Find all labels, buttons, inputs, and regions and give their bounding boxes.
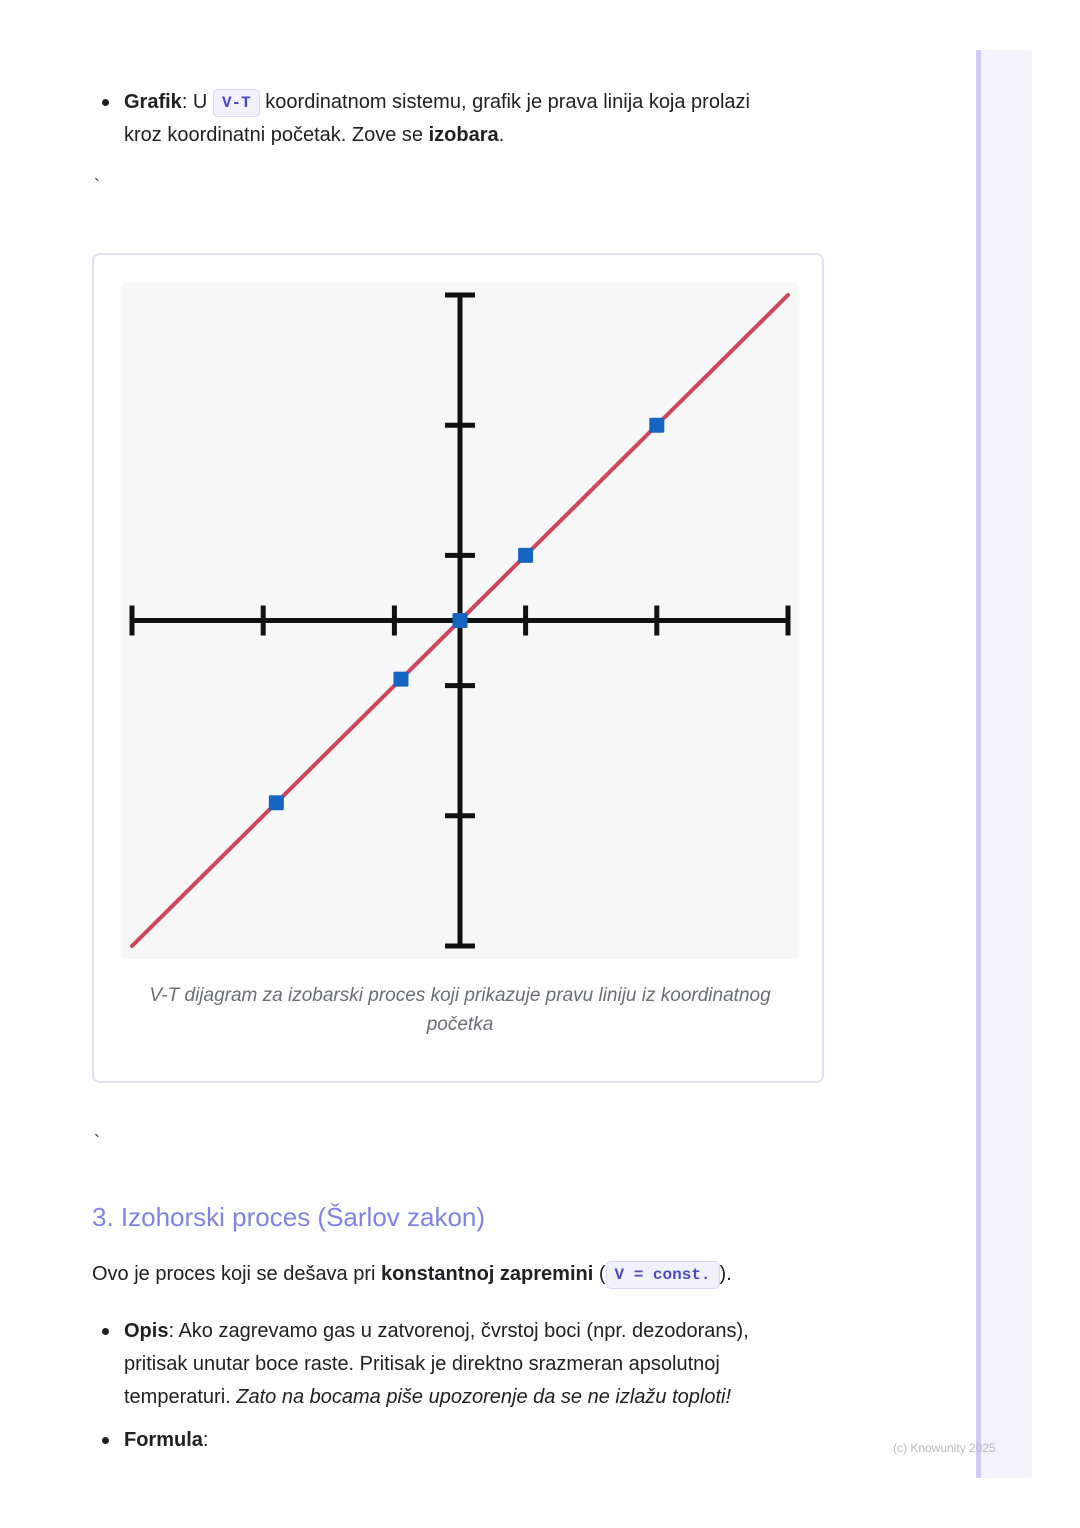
term-formula: Formula [124,1429,203,1451]
backtick-separator-2: ` [94,1132,100,1152]
bullet-dot [102,99,109,106]
inline-code-vconst: V = const. [606,1261,720,1289]
bullet-list-top [92,86,828,152]
figure-caption [114,981,806,1039]
list-item-formula [92,1424,828,1457]
caption-line2: početka [426,1014,494,1035]
text-before-code: : U [181,91,213,113]
side-margin-strip [976,50,1032,1478]
text-end: . [498,124,505,146]
bullet-list-section [92,1315,828,1457]
section-intro [92,1258,732,1291]
bullet-dot [102,1437,109,1444]
data-point [649,418,664,433]
vt-chart [122,283,798,957]
data-point [518,548,533,563]
inline-code-vt: V-T [213,89,260,117]
chart-container [122,283,798,957]
intro-bold: konstantnoj zapremini [381,1263,594,1285]
term-grafik: Grafik [124,91,182,113]
list-item-grafik [92,86,828,152]
section-bullets [92,1315,828,1457]
bold-izobara: izobara [428,124,499,146]
data-point [393,672,408,687]
opis-line1: : Ako zagrevamo gas u zatvorenoj, čvrstoj boci (npr. dezodorans), [168,1320,749,1342]
opis-italic: Zato na bocama piše upozorenje da se ne izlažu toploti! [236,1386,732,1408]
top-section [92,86,828,152]
formula-colon: : [202,1429,209,1451]
opis-line3: temperaturi. [124,1386,237,1408]
caption-line1: V-T dijagram za izobarski proces koji prikazuje pravu liniju iz koordinatnog [149,985,771,1006]
opis-line2: pritisak unutar boce raste. Pritisak je direktno srazmeran apsolutnoj [124,1353,720,1375]
list-item-opis [92,1315,828,1414]
intro-open-paren: ( [593,1263,606,1285]
intro-close-paren: ). [719,1263,732,1285]
backtick-separator: ` [94,176,100,196]
text-line2: kroz koordinatni početak. Zove se [124,124,429,146]
intro-text: Ovo je proces koji se dešava pri [92,1263,382,1285]
data-point [269,795,284,810]
side-margin-edge [976,50,981,1478]
figure-card [92,253,824,1083]
term-opis: Opis [124,1320,169,1342]
watermark: (c) Knowunity 2025 [893,1441,996,1455]
text-after-code: koordinatnom sistemu, grafik je prava linija koja prolazi [259,91,750,113]
bullet-dot [102,1328,109,1335]
section-heading: 3. Izohorski proces (Šarlov zakon) [92,1202,486,1232]
data-point [453,613,468,628]
